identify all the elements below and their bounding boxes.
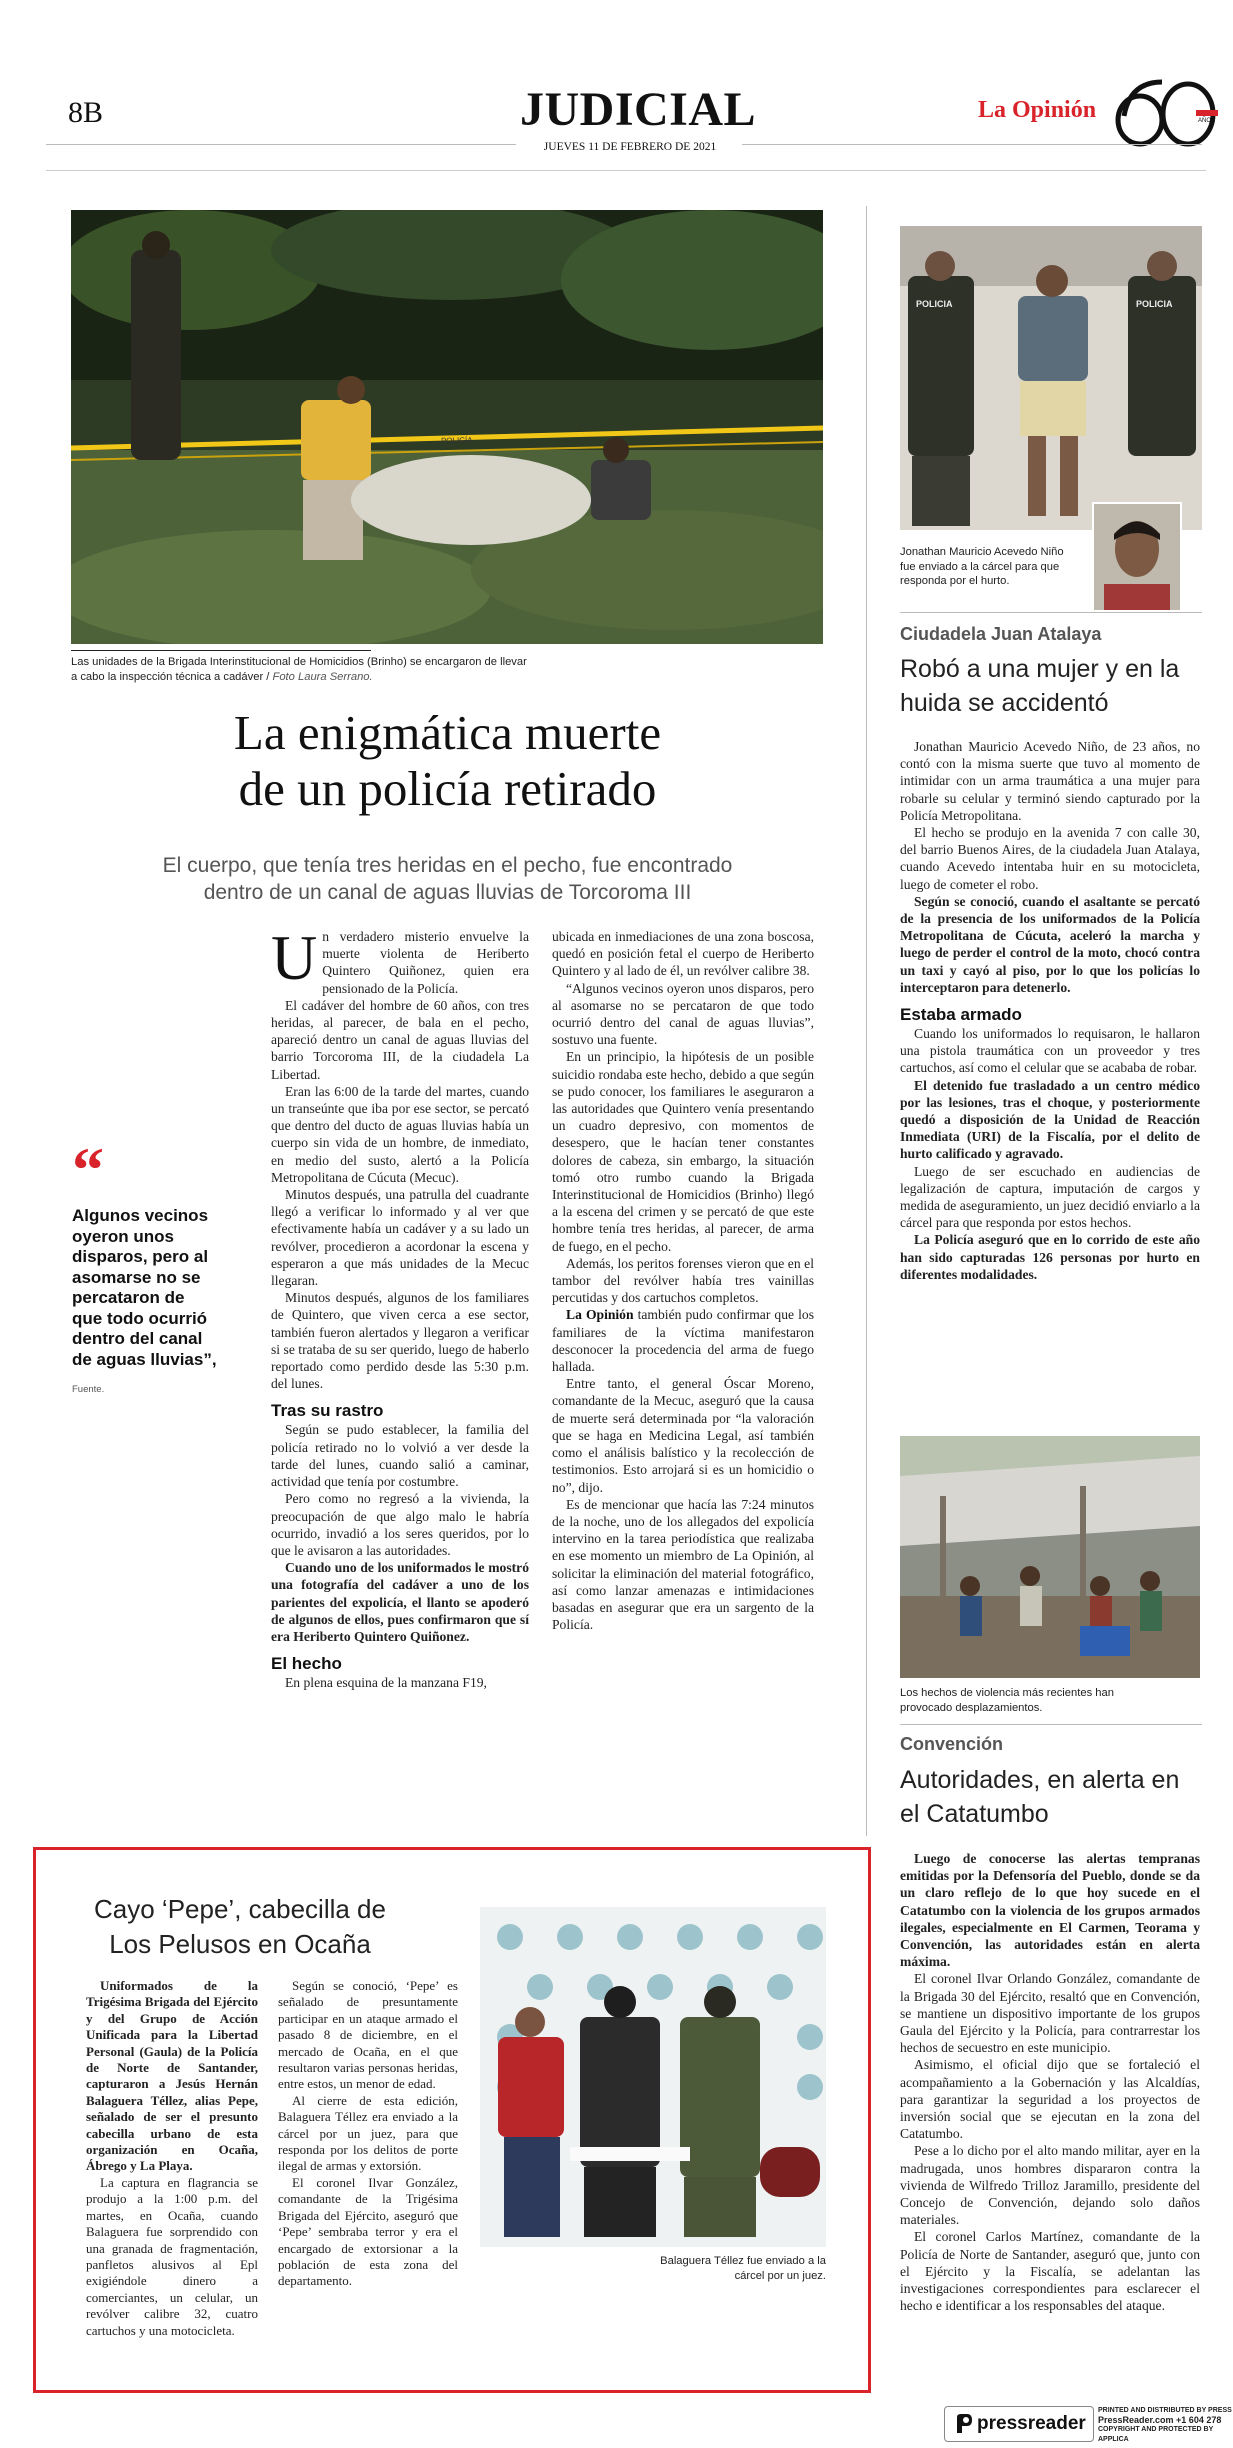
article-paragraph: El coronel Carlos Martínez, comandante de la Policía de Norte de Santander, aseguró que, junto con el Ejército y la Fiscalía, se adelantan las investigaciones correspondientes para esclarecer el hecho e identificar a los responsables del ataque. [900, 2229, 1200, 2314]
displacement-caption: Los hechos de violencia más recientes han provocado desplazamientos. [900, 1687, 1114, 1714]
subhead: Estaba armado [900, 1005, 1022, 1025]
article-paragraph: El detenido fue trasladado a un centro médico por las lesiones, tras el choque, y posteriormente quedó a disposición de la Unidad de Reacción Inmediata (URI) de la Fiscalía, por el delito de hurto calificado y agravado. [900, 1077, 1200, 1162]
vest-text: POLICIA [1136, 299, 1173, 309]
headline-line: de un policía retirado [238, 761, 657, 816]
article-paragraph: Cuando uno de los uniformados le mostró una fotografía del cadáver a uno de los parientes del expolicía, el llanto se apoderó de algunos de ellos, pues confirmaron que sí era Heriberto Quintero Quiñonez. [271, 1560, 529, 1644]
article-paragraph: Cuando los uniformados lo requisaron, le hallaron una pistola traumática con un proveedor y tres cartuchos, así como el celular que se acababa de robar. [900, 1026, 1200, 1076]
section-title: JUDICIAL [520, 83, 757, 136]
main-photo [71, 210, 823, 644]
brand-logo: La Opinión [978, 97, 1097, 123]
displacement-photo [900, 1436, 1200, 1678]
notice-line: PRINTED AND DISTRIBUTED BY PRESS [1098, 2407, 1232, 2414]
subhead: El hecho [271, 1654, 342, 1674]
header-rule [742, 144, 1202, 145]
notice-line: COPYRIGHT AND PROTECTED BY APPLICA [1098, 2426, 1214, 2443]
article-paragraph: En un principio, la hipótesis de un posible suicidio rondaba este hecho, debido a que según se pudo conocer, los familiares le aseguraron a las autoridades que Quintero venía presentando un cuadro depresivo, con momentos de desespero, que le hacían tener constantes dolores de cabeza, sin embargo, la situación tomó otro rumbo cuando la Brigada Interinstitucional de Homicidios (Brinho) llegó a la escena del crimen y se percató de que este hombre tenía tres heridas, al parecer, de arma de fuego, en el pecho. [552, 1049, 814, 1254]
notice-line: PressReader.com +1 604 278 [1098, 2414, 1222, 2425]
capture-photo-caption: Balaguera Téllez fue enviado a la cárcel por un juez. [660, 2255, 826, 2282]
header-rule [46, 144, 516, 145]
kicker: Ciudadela Juan Atalaya [900, 624, 1102, 644]
sixty-icon [1110, 76, 1220, 148]
article-paragraph: La Policía aseguró que en lo corrido de este año han sido capturadas 126 personas por hurto en diferentes modalidades. [900, 1232, 1200, 1282]
sidebar-article [900, 1850, 1200, 2314]
article-paragraph: El coronel Ilvar Orlando González, comandante de la Brigada 30 del Ejército, resaltó que en Convención, se mantiene un dispositivo importante de los grupos Gaula del Ejército y la Policía, para contrarrestar los hechos de secuestro en este municipio. [900, 1971, 1200, 2056]
issue-date: JUEVES 11 DE FEBRERO DE 2021 [543, 141, 717, 153]
article-paragraph: Según se pudo establecer, la familia del policía retirado no lo volvió a ver desde la tarde del lunes, cuando salió a caminar, actividad que tenía por costumbre. [271, 1422, 529, 1490]
boxed-col1 [86, 1978, 258, 2339]
pressreader-name: pressreader [977, 2413, 1086, 2434]
arrest-photo-caption: Jonathan Mauricio Acevedo Niño fue enviado a la cárcel para que responda por el hurto. [900, 546, 1064, 587]
headline-line: Cayo ‘Pepe’, cabecilla de [94, 1894, 386, 1924]
boxed-headline [70, 1892, 410, 1962]
article-paragraph: Pero como no regresó a la vivienda, la preocupación de que algo malo le habría ocurrido, invadió a los seres queridos, por lo que le avisaron a las autoridades. [271, 1491, 529, 1558]
article-paragraph: Luego de conocerse las alertas tempranas emitidas por la Defensoría del Pueblo, donde se da un claro reflejo de lo que hoy sucede en el Catatumbo con la violencia de los grupos armados ilegales, especialmente en El Carmen, Teorama y Convención, las autoridades están en alerta máxima. [900, 1851, 1200, 1970]
subheadline [60, 852, 835, 906]
article-paragraph: Entre tanto, el general Óscar Moreno, comandante de la Mecuc, aseguró que la causa de muerte será determinada por “la valoración que se haga en Medicina Legal, así también como el análisis balístico y la recolección de testimonios. Esto arrojará si es un homicidio o no”, dijo. [552, 1376, 814, 1495]
capture-photo [480, 1907, 826, 2247]
headline-line: Los Pelusos en Ocaña [109, 1929, 371, 1959]
anniversary-logo [1110, 76, 1220, 148]
pull-quote: Algunos vecinos oyeron unos disparos, pero al asomarse no se percataron de que todo ocurrió dentro del canal de aguas lluvias”, [72, 1206, 217, 1369]
article-paragraph: Al cierre de esta edición, Balaguera Téllez era enviado a la cárcel por un juez, para que responda por los delitos de porte ilegal de armas y extorsión. [278, 2092, 458, 2174]
article-paragraph: Además, los peritos forenses vieron que en el tambor del revólver había tres vainillas percutidas y dos cartuchos completos. [552, 1255, 814, 1306]
subheadline-line: El cuerpo, que tenía tres heridas en el pecho, fue encontrado [162, 854, 733, 877]
arrest-photo [900, 226, 1202, 530]
article-paragraph: La captura en flagrancia se produjo a la 1:00 p.m. del martes, en Ocaña, cuando Balaguera fue sorprendido con una granada de fragmentación, panfletos alusivos al Epl exigiéndole dinero a comerciantes, un celular, un revólver calibre 32, cuatro cartuchos y una motocicleta. [86, 2174, 258, 2338]
article-paragraph: El coronel Ilvar González, comandante de la Trigésima Brigada del Ejército, aseguró que ‘Pepe’ sembraba terror y era el encargado de extorsionar a la población de esta zona del departamento. [278, 2174, 458, 2289]
pressreader-badge [944, 2406, 1094, 2442]
article-paragraph: Eran las 6:00 de la tarde del martes, cuando un transeúnte que iba por ese sector, se percató que dentro del ducto de aguas lluvias había un cuerpo sin vida de un hombre, de inmediato, en medio del susto, alertó a la Policía Metropolitana de Cúcuta (Mecuc). [271, 1083, 529, 1185]
column-divider [866, 206, 867, 1836]
article-paragraph: Jonathan Mauricio Acevedo Niño, de 23 años, no contó con la misma suerte que tuvo al momento de intimidar con un arma traumática a una mujer para robarle su celular y terminó siendo capturado por la Policía Metropolitana. [900, 739, 1200, 823]
article-paragraph [552, 1306, 814, 1375]
article-paragraph: n verdadero misterio envuelve la muerte violenta de Heriberto Quintero Quiñonez, quien era pensionado de la Policía. [322, 929, 529, 996]
header-rule [46, 170, 1206, 171]
sidebar-rule [900, 1724, 1202, 1725]
paragraph-text: también pudo confirmar que los familiares de la víctima manifestaron desconocer la procedencia del arma de fuego hallada. [552, 1307, 814, 1375]
page-number: 8B [68, 96, 104, 129]
tape-text: POLICÍA [440, 435, 473, 446]
article-paragraph: Es de mencionar que hacía las 7:24 minutos de la noche, uno de los allegados del expolicía intervino en la tarea periodística que realizaba en ese momento un miembro de La Opinión, al solicitar la eliminación del material fotográfico, así como lanzar amenazas e intimidaciones basadas en asegurar que era un sargento de la Policía. [552, 1496, 814, 1633]
subhead: Tras su rastro [271, 1401, 384, 1421]
main-article-col1 [271, 922, 529, 1691]
article-paragraph: Pese a lo dicho por el alto mando militar, ayer en la madrugada, unos hombres dispararon contra la vivienda de Wilfredo Trilloz Jaramillo, presidente del Concejo de Convención, dejando solo daños materiales. [900, 2143, 1200, 2228]
article-paragraph: “Algunos vecinos oyeron unos disparos, pero al asomarse no se percataron de que todo ocurrió dentro del canal de aguas lluvias”, sostuvo una fuente. [552, 980, 814, 1048]
pull-quote-source: Fuente. [72, 1384, 105, 1395]
vest-text: POLICIA [916, 299, 953, 309]
subheadline-line: dentro de un canal de aguas lluvias de Torcoroma III [203, 881, 692, 904]
anniversary-sub: AÑOS [1198, 118, 1216, 124]
sidebar-headline: Autoridades, en alerta en el Catatumbo [900, 1766, 1180, 1828]
caption-text: Las unidades de la Brigada Interinstitucional de Homicidios (Brinho) se encargaron de llevar a cabo la inspección técnica a cadáver / [71, 656, 527, 683]
article-paragraph: Según se conoció, ‘Pepe’ es señalado de presuntamente participar en un ataque armado el pasado 8 de diciembre, en el mercado de Ocaña, en el que resultaron varias personas heridas, entre estos, un menor de edad. [278, 1978, 458, 2092]
article-paragraph: Según se conoció, cuando el asaltante se percató de la presencia de los uniformados de la Policía Metropolitana de Cúcuta, aceleró la marcha y luego de perder el control de la moto, chocó contra un taxi y cayó al piso, por lo que los policías lo interceptaron para detenerlo. [900, 893, 1200, 995]
sidebar-article [900, 738, 1200, 1283]
kicker: Convención [900, 1734, 1004, 1754]
article-paragraph: El cadáver del hombre de 60 años, con tres heridas, al parecer, de bala en el pecho, apareció dentro un canal de aguas lluvias del barrio Torcoroma III, de la ciudadela La Libertad. [271, 997, 529, 1082]
headline-line: La enigmática muerte [233, 705, 662, 760]
distribution-notice [1098, 2406, 1233, 2444]
article-paragraph: Minutos después, algunos de los familiares de Quintero, que viven cerca a ese sector, también fueron alertados y llegaron a verificar si se trataba de su ser querido, luego de haberlo reportado como perdido desde las 5:30 p.m. del lunes. [271, 1290, 529, 1392]
caption-credit: Foto Laura Serrano. [272, 670, 373, 683]
article-paragraph: ubicada en inmediaciones de una zona boscosa, quedó en posición fetal el cuerpo de Heriberto Quintero y al lado de él, un revólver calibre 38. [552, 929, 814, 979]
caption-rule [71, 650, 371, 651]
pressreader-logo-icon [953, 2413, 973, 2435]
article-paragraph: El hecho se produjo en la avenida 7 con calle 30, del barrio Buenos Aires, de la ciudadela Juan Atalaya, cuando Acevedo intentaba huir en su motocicleta, luego de cometer el robo. [900, 825, 1200, 892]
sidebar-rule [900, 612, 1202, 613]
boxed-col2 [278, 1978, 458, 2290]
main-article-col2 [552, 928, 814, 1633]
article-paragraph: Minutos después, una patrulla del cuadrante llegó a verificar lo informado y al ver que efectivamente había un cadáver y a su lado un revólver, procedieron a acordonar la escena y esperaron a que más unidades de la Mecuc llegaran. [271, 1187, 529, 1289]
headline [60, 705, 835, 817]
brand-mention: La Opinión [566, 1307, 634, 1323]
article-paragraph: Luego de ser escuchado en audiencias de legalización de captura, imputación de cargos y medida de aseguramiento, un juez decidió enviarlo a la cárcel para que responda por estos hechos. [900, 1163, 1200, 1231]
main-photo-caption [71, 655, 531, 684]
dropcap: U [271, 922, 318, 993]
quote-mark-icon: “ [72, 1134, 104, 1205]
article-paragraph: Asimismo, el oficial dijo que se fortaleció el acompañamiento a la Gobernación y las Alcaldías, para garantizar la seguridad a los proyectos de inversión social que se ejecutan en la zona del Catatumbo. [900, 2057, 1200, 2142]
article-paragraph: En plena esquina de la manzana F19, [285, 1675, 487, 1691]
article-paragraph: Uniformados de la Trigésima Brigada del Ejército y del Grupo de Acción Unificada para la Libertad Personal (Gaula) de la Policía de Norte de Santander, capturaron a Jesús Hernán Balaguera Téllez, alias Pepe, señalado de ser el presunto cabecilla urbano de esta organización en Ocaña, Ábrego y La Playa. [86, 1978, 258, 2174]
suspect-inset-photo [1092, 502, 1182, 612]
sidebar-headline: Robó a una mujer y en la huida se accidentó [900, 655, 1180, 717]
